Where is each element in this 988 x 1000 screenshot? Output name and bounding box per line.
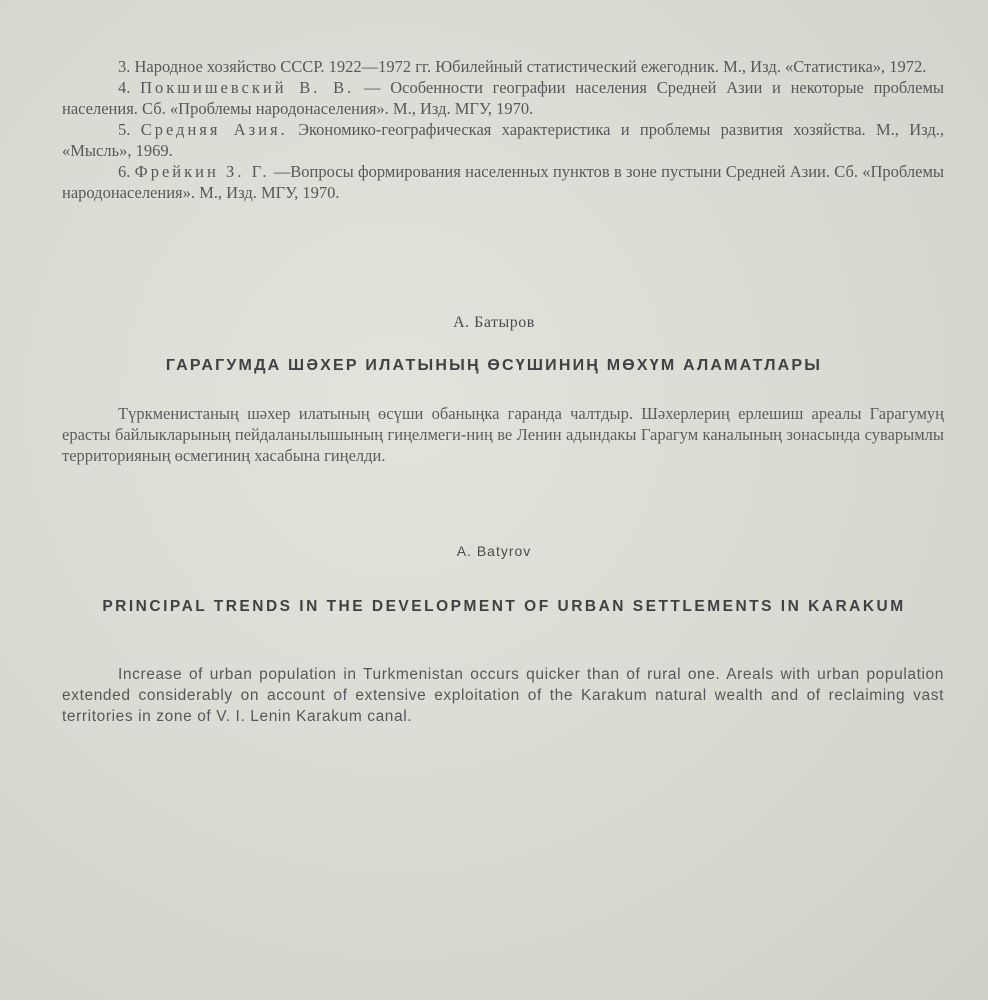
- reference-item: [62, 119, 944, 161]
- reference-item: [62, 77, 944, 119]
- reference-item: [62, 56, 944, 77]
- article-title-turkmen: ГАРАГУМДА ШӘХЕР ИЛАТЫНЫҢ ӨСҮШИНИҢ МӨХҮМ АЛАМАТЛАРЫ: [165, 357, 823, 374]
- reference-text: — Особенности географии населения Средней Азии и некоторые проблемы населения. Сб. «Проблемы народонаселения». М., Изд. МГУ, 1970.: [62, 78, 944, 118]
- abstract-turkmen: Түркменистаның шәхер илатының өсүши обаныңка гаранда чалтдыр. Шәхерлериң ерлешиш ареалы Гарагумуң ерасты байлыкларының пейдаланылышының гиңелмеги-ниң ве Ленин адындакы Гарагум каналының зонасында суварымлы территорияның өсмегиниң хасабына гиңелди.: [62, 404, 944, 465]
- reference-author: Средняя Азия.: [140, 120, 288, 139]
- reference-text: Народное хозяйство СССР. 1922—1972 гг. Юбилейный статистический ежегодник. М., Изд. «Статистика», 1972.: [134, 57, 927, 76]
- author-name-english: A. Batyrov: [456, 543, 532, 559]
- reference-number: 3.: [118, 57, 131, 76]
- reference-list: [62, 56, 944, 203]
- reference-text: Экономико-географическая характеристика и проблемы развития хозяйства. М., Изд., «Мысль», 1969.: [62, 120, 944, 160]
- reference-author: Покшишевский В. В.: [140, 78, 355, 97]
- abstract-english: Increase of urban population in Turkmenistan occurs quicker than of rural one. Areals with urban population extended considerably on account of extensive exploitation of the Karakum natural wealth and of reclaiming vast territories in zone of V. I. Lenin Karakum canal.: [62, 666, 944, 725]
- article-title-english: PRINCIPAL TRENDS IN THE DEVELOPMENT OF URBAN SETTLEMENTS IN KARAKUM: [102, 598, 906, 615]
- reference-item: [62, 161, 944, 203]
- reference-text: —Вопросы формирования населенных пунктов в зоне пустыни Средней Азии. Сб. «Проблемы народонаселения». М., Изд. МГУ, 1970.: [62, 162, 945, 202]
- reference-number: 4.: [118, 78, 131, 97]
- reference-number: 5.: [118, 120, 131, 139]
- reference-number: 6.: [118, 162, 131, 181]
- author-name-russian: А. Батыров: [453, 314, 535, 331]
- reference-author: Фрейкин З. Г.: [134, 162, 270, 181]
